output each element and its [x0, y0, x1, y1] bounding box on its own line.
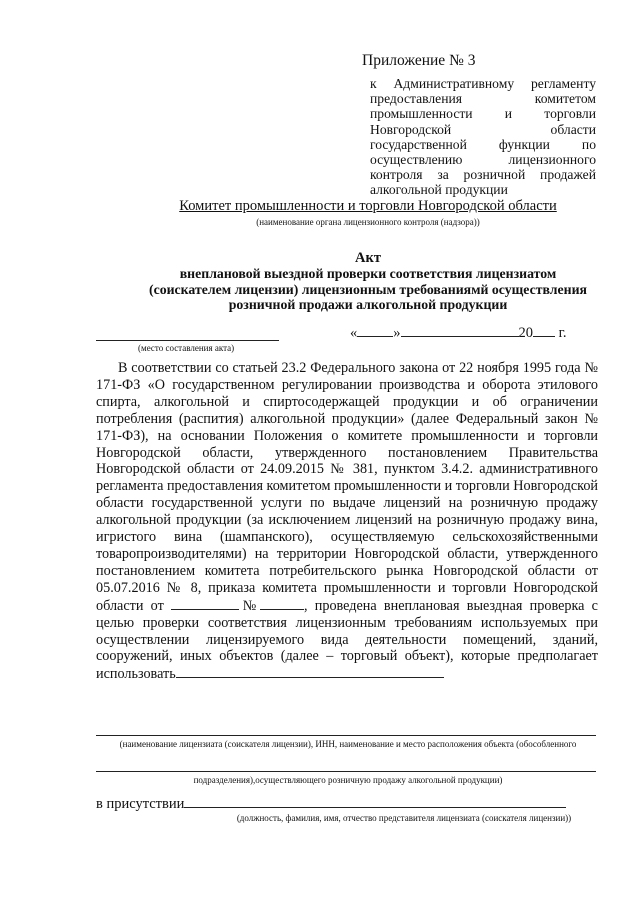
act-title: Акт [355, 250, 381, 266]
object-field[interactable] [176, 665, 444, 678]
licensee-line[interactable] [96, 735, 596, 736]
act-body [96, 360, 598, 683]
appendix-title: Приложение № 3 [362, 52, 476, 69]
act-subtitle-line: розничной продажи алкогольной продукции [228, 297, 508, 313]
appendix-line: промышленности и торговли [370, 106, 596, 122]
act-subtitle [96, 266, 640, 313]
organization-caption: (наименование органа лицензионного контроля (надзора)) [256, 217, 480, 227]
appendix-line: контроля за розничной продажей [370, 167, 596, 183]
subdivision-line[interactable] [96, 771, 596, 772]
order-date-field[interactable] [171, 597, 239, 610]
appendix-line: алкогольной продукции [370, 182, 508, 198]
appendix-line: предоставления комитетом [370, 91, 596, 107]
order-number-field[interactable] [260, 597, 304, 610]
organization-name: Комитет промышленности и торговли Новгородской области [179, 198, 557, 214]
date-year-prefix: 20 [518, 325, 533, 341]
date-year-field[interactable] [533, 324, 555, 337]
date-month-field[interactable] [401, 324, 519, 337]
presence-field[interactable] [184, 795, 566, 808]
body-paragraph: В соответствии со статьей 23.2 Федерального закона от 22 ноября 1995 года № 171-ФЗ «О государственном регулировании производства и оборота этилового спирта, алкогольной и спиртосодержащей продукции и об ограничении потребления (распития) алкогольной продукции» (далее Федеральный закон № 171-ФЗ), на основании Положения о комитете промышленности и торговли Новгородской области, утвержденного постановлением Правительства Новгородской области от 24.09.2015 № 381, пунктом 3.4.2. административного регламента предоставления комитетом промышленности и торговли Новгородской области государственной услуги по выдаче лицензий на розничную продажу алкогольной продукции (за исключением лицензий на розничную продажу вина, игристого вина (шампанского), осуществляемую сельскохозяйственными товаропроизводителями) на территории Новгородской области, утвержденного постановлением комитета потребительского рынка Новгородской области от 05.07.2016 № 8, приказа комитета промышленности и торговли Новгородской области от № , проведена внеплановая выездная проверка с целью проверки соответствия лицензионным требованиям используемых при осуществлении лицензируемого вида деятельности помещений, зданий, сооружений, иных объектов (далее – торговый объект), которые предполагает использовать [96, 360, 598, 683]
licensee-caption: (наименование лицензиата (соискателя лицензии), ИНН, наименование и место расположения объекта (обособленного [119, 739, 577, 749]
appendix-line: осуществлению лицензионного [370, 152, 596, 168]
appendix-line: к Административному регламенту [370, 76, 596, 91]
date-field [350, 324, 567, 342]
appendix-line: государственной функции по [370, 136, 596, 152]
date-open-quote: « [350, 325, 358, 341]
presence-label: в присутствии [96, 796, 185, 812]
act-subtitle-line: внеплановой выездной проверки соответствия лицензиатом [179, 266, 557, 281]
appendix-line: Новгородской области [370, 121, 596, 137]
presence-row [96, 795, 566, 813]
appendix-text [370, 76, 596, 198]
representative-caption: (должность, фамилия, имя, отчество представителя лицензиата (соискателя лицензии)) [236, 813, 572, 823]
date-year-suffix: г. [558, 325, 567, 341]
subdivision-caption: подразделения),осуществляющего розничную продажу алкогольной продукции) [193, 775, 503, 785]
date-day-field[interactable] [357, 324, 393, 337]
place-field[interactable] [96, 340, 279, 341]
place-caption: (место составления акта) [138, 343, 235, 353]
date-close-quote: » [393, 325, 401, 341]
act-subtitle-line: (соискателем лицензии) лицензионным требованиямй осуществления [148, 281, 587, 297]
